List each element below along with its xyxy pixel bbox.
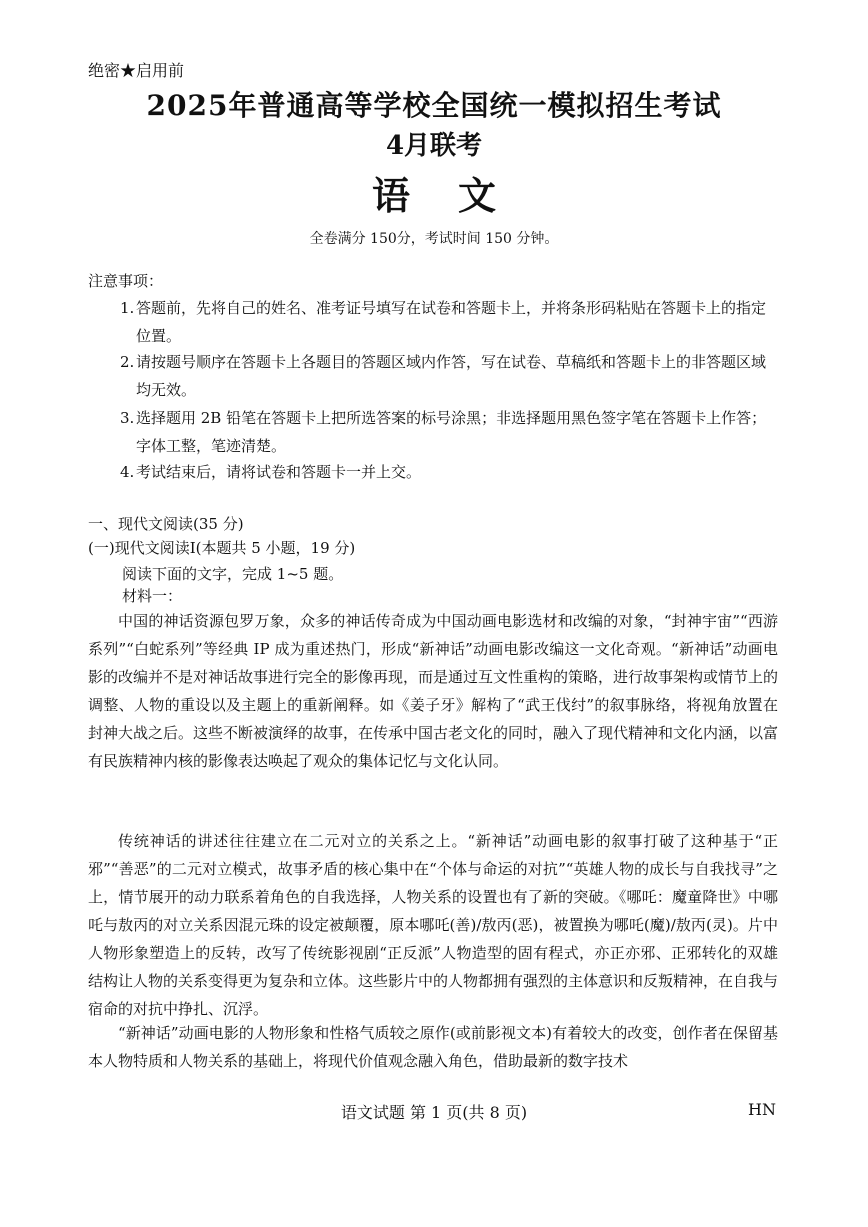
notice-item	[120, 404, 780, 460]
exam-subtitle: 4月联考	[385, 131, 483, 161]
passage-paragraph: 传统神话的讲述往往建立在二元对立的关系之上。“新神话”动画电影的叙事打破了这种基于“正邪”“善恶”的二元对立模式，故事矛盾的核心集中在“个体与命运的对抗”“英雄人物的成长与自我找寻”之上，情节展开的动力联系着角色的自我选择，人物关系的设置也有了新的突破。《哪吒：魔童降世》中哪吒与敖丙的对立关系因混元珠的设定被颠覆，原本哪吒(善)/敖丙(恶)，被置换为哪吒(魔)/敖丙(灵)。片中人物形象塑造上的反转，改写了传统影视剧“正反派”人物造型的固有程式，亦正亦邪、正邪转化的双雄结构让人物的关系变得更为复杂和立体。这些影片中的人物都拥有强烈的主体意识和反叛精神，在自我与宿命的对抗中挣扎、沉浮。	[88, 832, 779, 1018]
notice-item	[120, 294, 780, 350]
notice-item-text: 选择题用 2B 铅笔在答题卡上把所选答案的标号涂黑；非选择题用黑色签字笔在答题卡上作答；字体工整，笔迹清楚。	[136, 409, 767, 455]
notice-title: 注意事项：	[88, 272, 164, 290]
notice-item-text: 考试结束后，请将试卷和答题卡一并上交。	[136, 463, 422, 481]
subject-title: 语文	[371, 173, 544, 218]
notice-item	[120, 458, 780, 486]
score-time-line: 全卷满分 150分，考试时间 150 分钟。	[309, 231, 559, 247]
notice-item-text: 答题前，先将自己的姓名、准考证号填写在试卷和答题卡上，并将条形码粘贴在答题卡上的指定位置。	[136, 299, 767, 345]
exam-title: 2025年普通高等学校全国统一模拟招生考试	[146, 89, 722, 122]
reading-instruction: 阅读下面的文字，完成 1~5 题。	[122, 565, 344, 583]
notice-item-number: 3.	[120, 409, 135, 427]
confidential-label: 绝密★启用前	[88, 61, 185, 80]
section-title: 一、现代文阅读(35 分)	[88, 515, 244, 533]
page-footer: 语文试题 第 1 页(共 8 页)	[340, 1103, 528, 1122]
notice-item-number: 4.	[120, 463, 135, 481]
notice-item-number: 1.	[120, 299, 135, 317]
region-code: HN	[748, 1100, 776, 1119]
passage-paragraph: 中国的神话资源包罗万象，众多的神话传奇成为中国动画电影选材和改编的对象，“封神宇宙”“西游系列”“白蛇系列”等经典 IP 成为重述热门，形成“新神话”动画电影改编这一文化奇观。“新神话”动画电影的改编并不是对神话故事进行完全的影像再现，而是通过互文性重构的策略，进行故事架构或情节上的调整、人物的重设以及主题上的重新阐释。如《姜子牙》解构了“武王伐纣”的叙事脉络，将视角放置在封神大战之后。这些不断被演绎的故事，在传承中国古老文化的同时，融入了现代精神和文化内涵，以富有民族精神内核的影像表达唤起了观众的集体记忆与文化认同。	[88, 612, 779, 770]
passage-paragraph: “新神话”动画电影的人物形象和性格气质较之原作(或前影视文本)有着较大的改变，创作者在保留基本人物特质和人物关系的基础上，将现代价值观念融入角色，借助最新的数字技术	[88, 1024, 778, 1070]
notice-item-text: 请按题号顺序在答题卡上各题目的答题区域内作答，写在试卷、草稿纸和答题卡上的非答题区域均无效。	[136, 353, 767, 399]
notice-item-number: 2.	[120, 353, 135, 371]
material-label: 材料一：	[122, 587, 183, 605]
section-subtitle: (一)现代文阅读Ⅰ(本题共 5 小题，19 分)	[88, 539, 356, 557]
notice-item	[120, 348, 780, 404]
